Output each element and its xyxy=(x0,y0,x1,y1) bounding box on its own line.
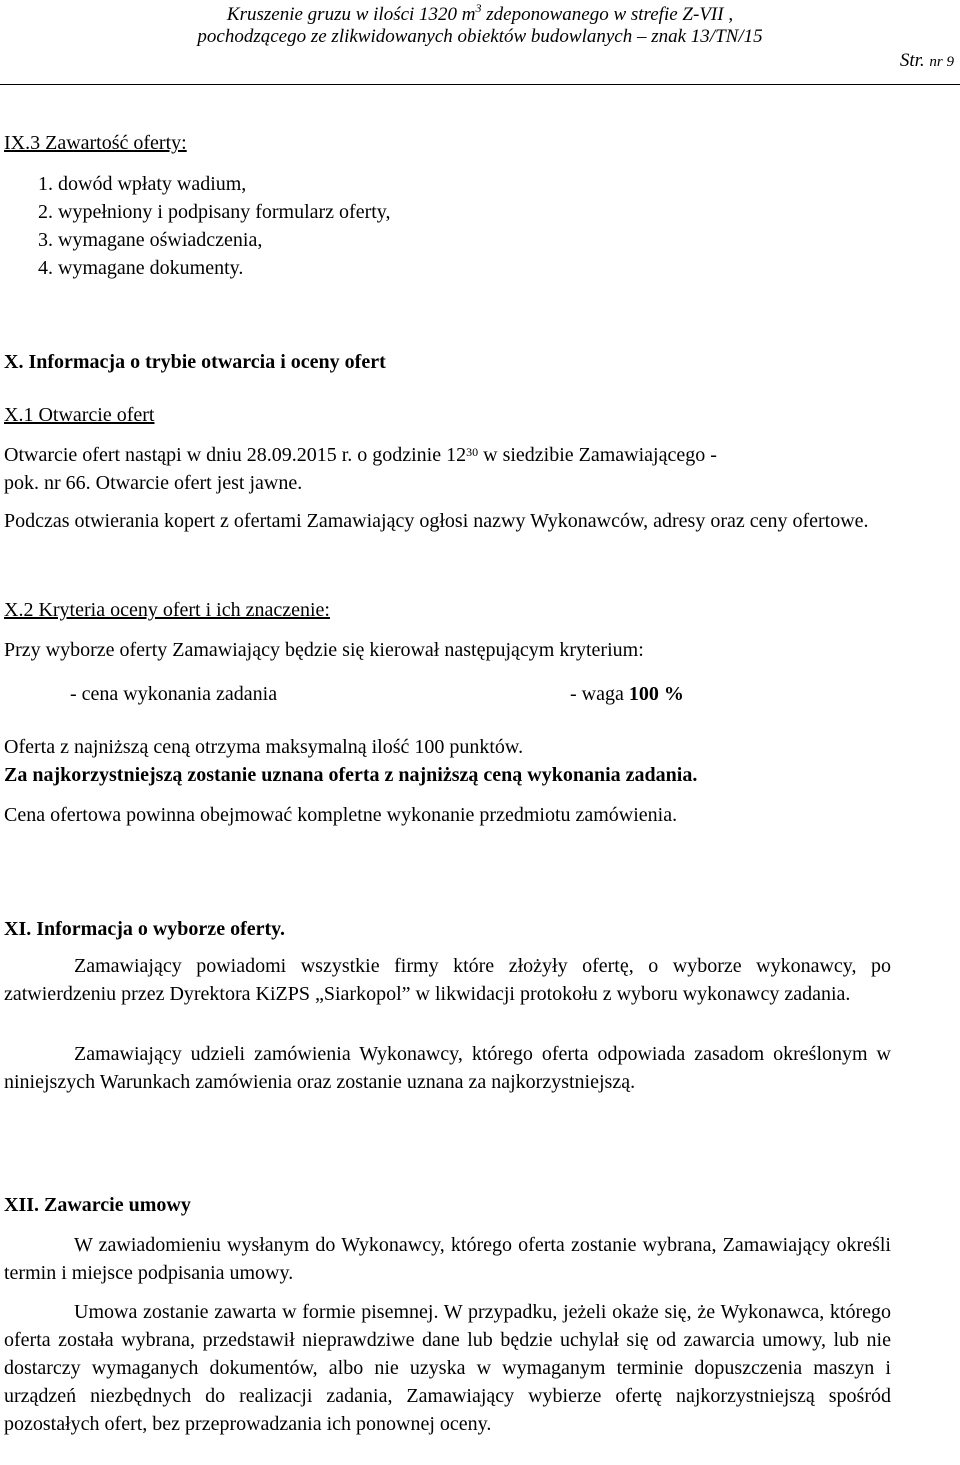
list-item: 4. wymagane dokumenty. xyxy=(38,257,244,279)
list-item: 3. wymagane oświadczenia, xyxy=(38,229,263,251)
section-x1-title: X.1 Otwarcie ofert xyxy=(4,404,155,426)
section-x2-title: X.2 Kryteria oceny ofert i ich znaczenie: xyxy=(4,599,330,621)
header-line-2: pochodzącego ze zlikwidowanych obiektów budowlanych – znak 13/TN/15 xyxy=(197,26,763,47)
criterion-name: - cena wykonania zadania xyxy=(70,683,278,705)
list-item: 2. wypełniony i podpisany formularz oferty, xyxy=(38,201,391,223)
x1-line-1: Otwarcie ofert nastąpi w dniu 28.09.2015 r. o godzinie $12^{30}$ w siedzibie Zamawiającego - xyxy=(4,444,717,466)
section-ix3-title: IX.3 Zawartość oferty: xyxy=(4,132,187,154)
x2-line-3: Oferta z najniższą ceną otrzyma maksymalną ilość 100 punktów. xyxy=(4,736,524,758)
section-x-title: X. Informacja o trybie otwarcia i oceny ofert xyxy=(4,351,386,373)
x2-line-4: Za najkorzystniejszą zostanie uznana oferta z najniższą ceną wykonania zadania. xyxy=(4,764,698,786)
section-xi-title: XI. Informacja o wyborze oferty. xyxy=(4,918,286,940)
section-xii-title: XII. Zawarcie umowy xyxy=(4,1194,191,1216)
x1-line-2: pok. nr 66. Otwarcie ofert jest jawne. xyxy=(4,472,303,494)
header-rule xyxy=(0,84,960,85)
x2-line-5: Cena ofertowa powinna obejmować kompletne wykonanie przedmiotu zamówienia. xyxy=(4,804,678,826)
xi-paragraph-1: Zamawiający powiadomi wszystkie firmy które złożyły ofertę, o wyborze wykonawcy, po zatwierdzeniu przez Dyrektora KiZPS „Siarkopol” w likwidacji protokołu z wyboru wykonawcy zadania. xyxy=(4,955,891,1005)
xii-paragraph-1: W zawiadomieniu wysłanym do Wykonawcy, którego oferta zostanie wybrana, Zamawiający określi termin i miejsce podpisania umowy. xyxy=(4,1234,891,1284)
xi-paragraph-2: Zamawiający udzieli zamówienia Wykonawcy, którego oferta odpowiada zasadom określonym w niniejszych Warunkach zamówienia oraz zostanie uznana za najkorzystniejszą. xyxy=(4,1043,891,1093)
x2-line-1: Przy wyborze oferty Zamawiający będzie się kierował następującym kryterium: xyxy=(4,639,644,661)
header-line-1: Kruszenie gruzu w ilości 1320 $m^3$ zdeponowanego w strefie Z-VII , xyxy=(226,1,734,25)
list-item: 1. dowód wpłaty wadium, xyxy=(38,173,247,195)
page-number: Str. nr 9 xyxy=(899,50,954,71)
x1-paragraph: Podczas otwierania kopert z ofertami Zamawiający ogłosi nazwy Wykonawców, adresy oraz ceny ofertowe. xyxy=(4,510,869,532)
xii-paragraph-2: Umowa zostanie zawarta w formie pisemnej. W przypadku, jeżeli okaże się, że Wykonawca, którego oferta została wybrana, przedstawił nieprawdziwe dane lub będzie uchylał się od zawarcia umowy, lub nie dostarczy wymaganych dokumentów, albo nie uzyska w wymaganym terminie dopuszczenia maszyn i urządzeń niezbędnych do realizacji zadania, Zamawiający wybierze ofertę najkorzystniejszą spośród pozostałych ofert, bez przeprowadzania ich ponownej oceny. xyxy=(4,1301,891,1435)
criterion-weight: - waga 100 % xyxy=(570,683,684,705)
